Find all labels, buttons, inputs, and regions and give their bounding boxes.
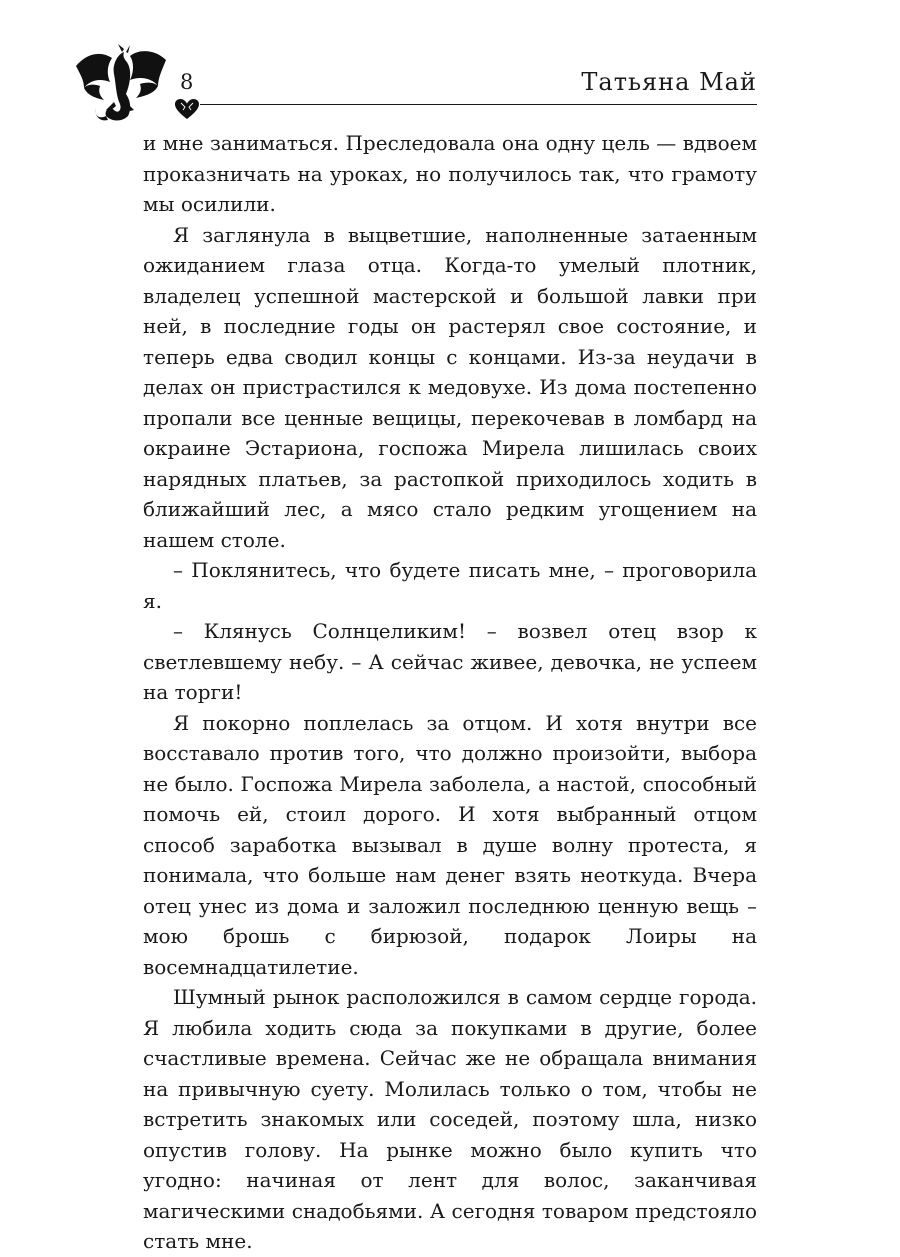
header-rule [200,104,757,105]
heart-ornament-icon [174,98,200,120]
running-head-author: Татьяна Май [581,68,757,96]
paragraph: Шумный рынок расположился в самом сердце города. Я любила ходить сюда за покупками в другие, более счастливые времена. Сейчас же не обращала внимания на привычную суету. Молилась только о том, чтобы не встретить знакомых или соседей, поэтому шла, низко опустив голову. На рынке можно было купить что угодно: начиная от лент для волос, заканчивая магическими снадобьями. А сегодня товаром предстояло стать мне. [143,985,757,1253]
dragon-emblem-icon [70,44,170,126]
body-text [143,128,757,1257]
dialogue-line: – Поклянитесь, что будете писать мне, – проговорила я. [143,558,757,613]
paragraph: Я покорно поплелась за отцом. И хотя внутри все восставало против того, что должно произойти, выбора не было. Госпожа Мирела заболела, а настой, способный помочь ей, стоил дорого. И хотя выбранный отцом способ заработка вызывал в душе волну протеста, я понимала, что больше нам денег взять неоткуда. Вчера отец унес из дома и заложил последнюю ценную вещь – мою брошь с бирюзой, подарок Лоиры на восемнадцатилетие. [143,710,757,979]
dialogue-line: – Клянусь Солнцеликим! – возвел отец взор к светлевшему небу. – А сейчас живее, девочка, не успеем на торги! [143,619,757,704]
paragraph: и мне заниматься. Преследовала она одну цель — вдвоем проказничать на уроках, но получилось так, что грамоту мы осилили. [143,131,757,216]
page-number: 8 [180,70,194,94]
paragraph: Я заглянула в выцветшие, наполненные затаенным ожиданием глаза отца. Когда-то умелый плотник, владелец успешной мастерской и большой лавки при ней, в последние годы он растерял свое состояние, и теперь едва сводил концы с концами. Из-за неудачи в делах он пристрастился к медовухе. Из дома постепенно пропали все ценные вещицы, перекочевав в ломбард на окраине Эстариона, госпожа Мирела лишилась своих нарядных платьев, за растопкой приходилось ходить в ближайший лес, а мясо стало редким угощением на нашем столе. [143,222,757,552]
